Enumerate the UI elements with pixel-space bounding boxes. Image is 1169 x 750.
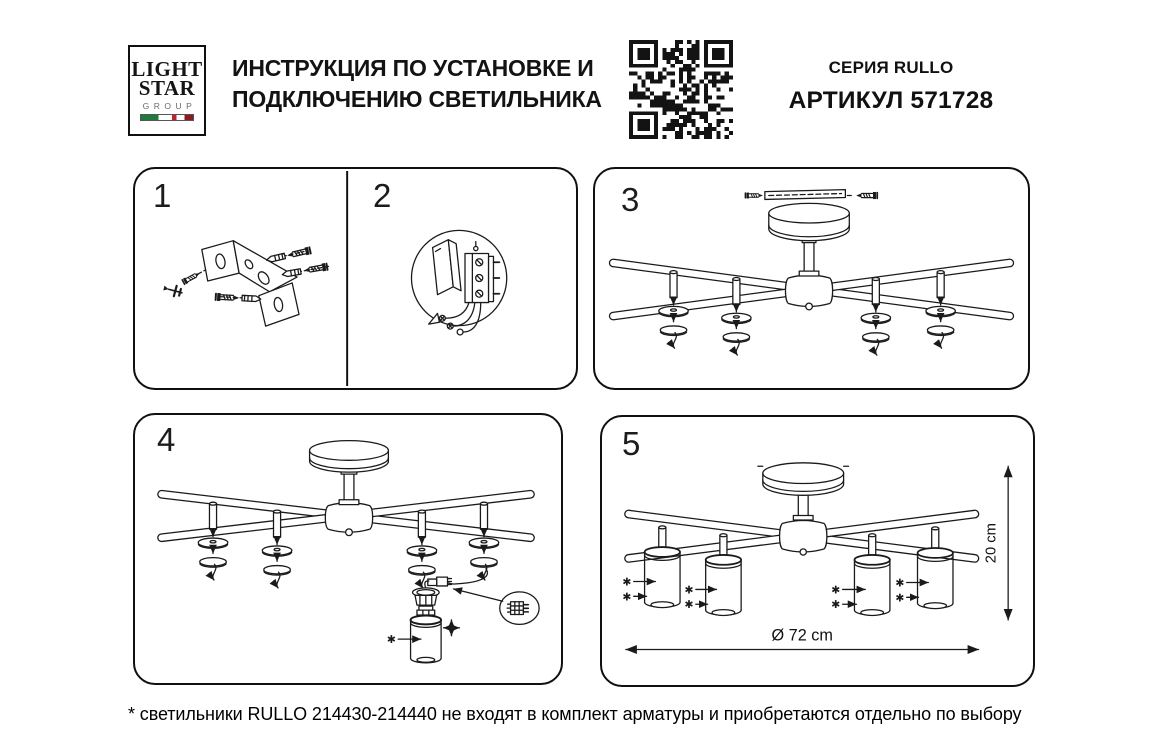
panel-step-3	[593, 167, 1030, 390]
page-title	[232, 53, 602, 115]
panel-step-4	[133, 413, 563, 685]
logo-word-group: GROUP	[142, 101, 197, 112]
chandelier-frame-drawing	[609, 203, 1014, 355]
asterisk-mark: ✱	[895, 591, 905, 605]
logo-word-star: STAR	[138, 76, 196, 100]
lightstar-logo	[128, 45, 206, 136]
diameter-label: Ø 72 cm	[771, 626, 833, 645]
step-number-2: 2	[373, 177, 392, 214]
series-label: СЕРИЯ RULLO	[828, 58, 954, 77]
step-3-drawing	[595, 169, 1028, 388]
article-label: АРТИКУЛ 571728	[788, 87, 994, 114]
mounting-bar-drawing	[745, 190, 877, 200]
italian-flag-stripe	[140, 114, 194, 121]
step-4-drawing	[135, 415, 561, 683]
asterisk-mark: ✱	[684, 598, 694, 612]
step-number-5: 5	[622, 425, 641, 462]
title-line-2: ПОДКЛЮЧЕНИЮ СВЕТИЛЬНИКА	[232, 86, 602, 112]
step-number-3: 3	[621, 181, 640, 218]
step-5-drawing	[602, 417, 1033, 685]
asterisk-mark: ✱	[386, 633, 396, 647]
screw-icon	[162, 283, 183, 298]
panel-step-5	[600, 415, 1035, 687]
logo-word-light: LIGHT	[131, 56, 203, 81]
height-label: 20 cm	[983, 523, 1000, 564]
series-article-block	[778, 58, 1004, 115]
asterisk-mark: ✱	[895, 576, 905, 590]
asterisk-mark: ✱	[831, 598, 841, 612]
asterisk-mark: ✱	[622, 575, 632, 589]
asterisk-mark: ✱	[622, 590, 632, 604]
step-number-4: 4	[157, 421, 176, 458]
steps-1-2-drawing	[135, 169, 576, 388]
title-line-1: ИНСТРУКЦИЯ ПО УСТАНОВКЕ И	[232, 55, 594, 81]
asterisk-mark: ✱	[831, 583, 841, 597]
lamp-detail-drawing	[387, 569, 539, 663]
asterisk-mark: ✱	[684, 583, 694, 597]
mounting-bracket-drawing	[162, 241, 329, 326]
assembled-chandelier-drawing	[622, 463, 979, 616]
wiring-detail-drawing	[411, 230, 506, 335]
step-number-1: 1	[153, 177, 172, 214]
panel-steps-1-2	[133, 167, 578, 390]
qr-code	[629, 40, 733, 139]
chandelier-frame-drawing	[157, 441, 534, 588]
footnote: * светильники RULLO 214430-214440 не входят в комплект арматуры и приобретаются отдельно по выбору	[128, 704, 1022, 724]
